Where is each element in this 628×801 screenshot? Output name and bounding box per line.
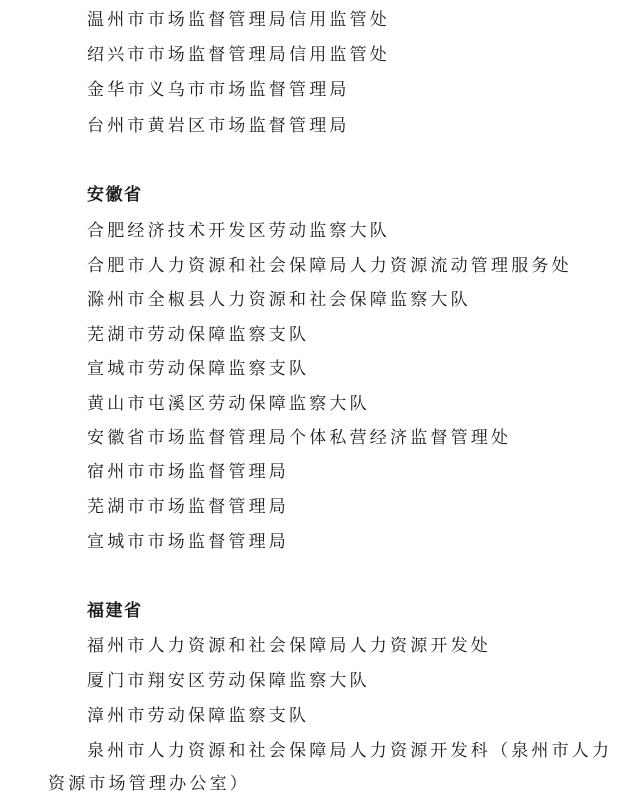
list-item: 芜湖市劳动保障监察支队 (87, 325, 310, 345)
list-item: 宣城市市场监督管理局 (87, 532, 289, 552)
list-item: 宿州市市场监督管理局 (87, 462, 289, 482)
list-item: 滁州市全椒县人力资源和社会保障监察大队 (87, 290, 471, 310)
list-item: 厦门市翔安区劳动保障监察大队 (87, 671, 370, 691)
list-item: 福州市人力资源和社会保障局人力资源开发处 (87, 636, 491, 656)
list-item: 芜湖市市场监督管理局 (87, 497, 289, 517)
list-item: 漳州市劳动保障监察支队 (87, 706, 310, 726)
list-item: 合肥经济技术开发区劳动监察大队 (87, 221, 390, 241)
list-item: 台州市黄岩区市场监督管理局 (87, 116, 350, 136)
list-item: 泉州市人力资源和社会保障局人力资源开发科（泉州市人力 (87, 741, 613, 761)
list-item: 安徽省市场监督管理局个体私营经济监督管理处 (87, 428, 512, 448)
list-item: 绍兴市市场监督管理局信用监管处 (87, 45, 390, 65)
section-heading-anhui: 安徽省 (87, 185, 143, 205)
list-item: 温州市市场监督管理局信用监管处 (87, 10, 390, 30)
list-item: 合肥市人力资源和社会保障局人力资源流动管理服务处 (87, 256, 572, 276)
list-item: 宣城市劳动保障监察支队 (87, 359, 310, 379)
list-item: 金华市义乌市市场监督管理局 (87, 80, 350, 100)
section-heading-fujian: 福建省 (87, 601, 143, 621)
list-item: 黄山市屯溪区劳动保障监察大队 (87, 394, 370, 414)
list-item-continuation: 资源市场管理办公室） (48, 774, 250, 794)
